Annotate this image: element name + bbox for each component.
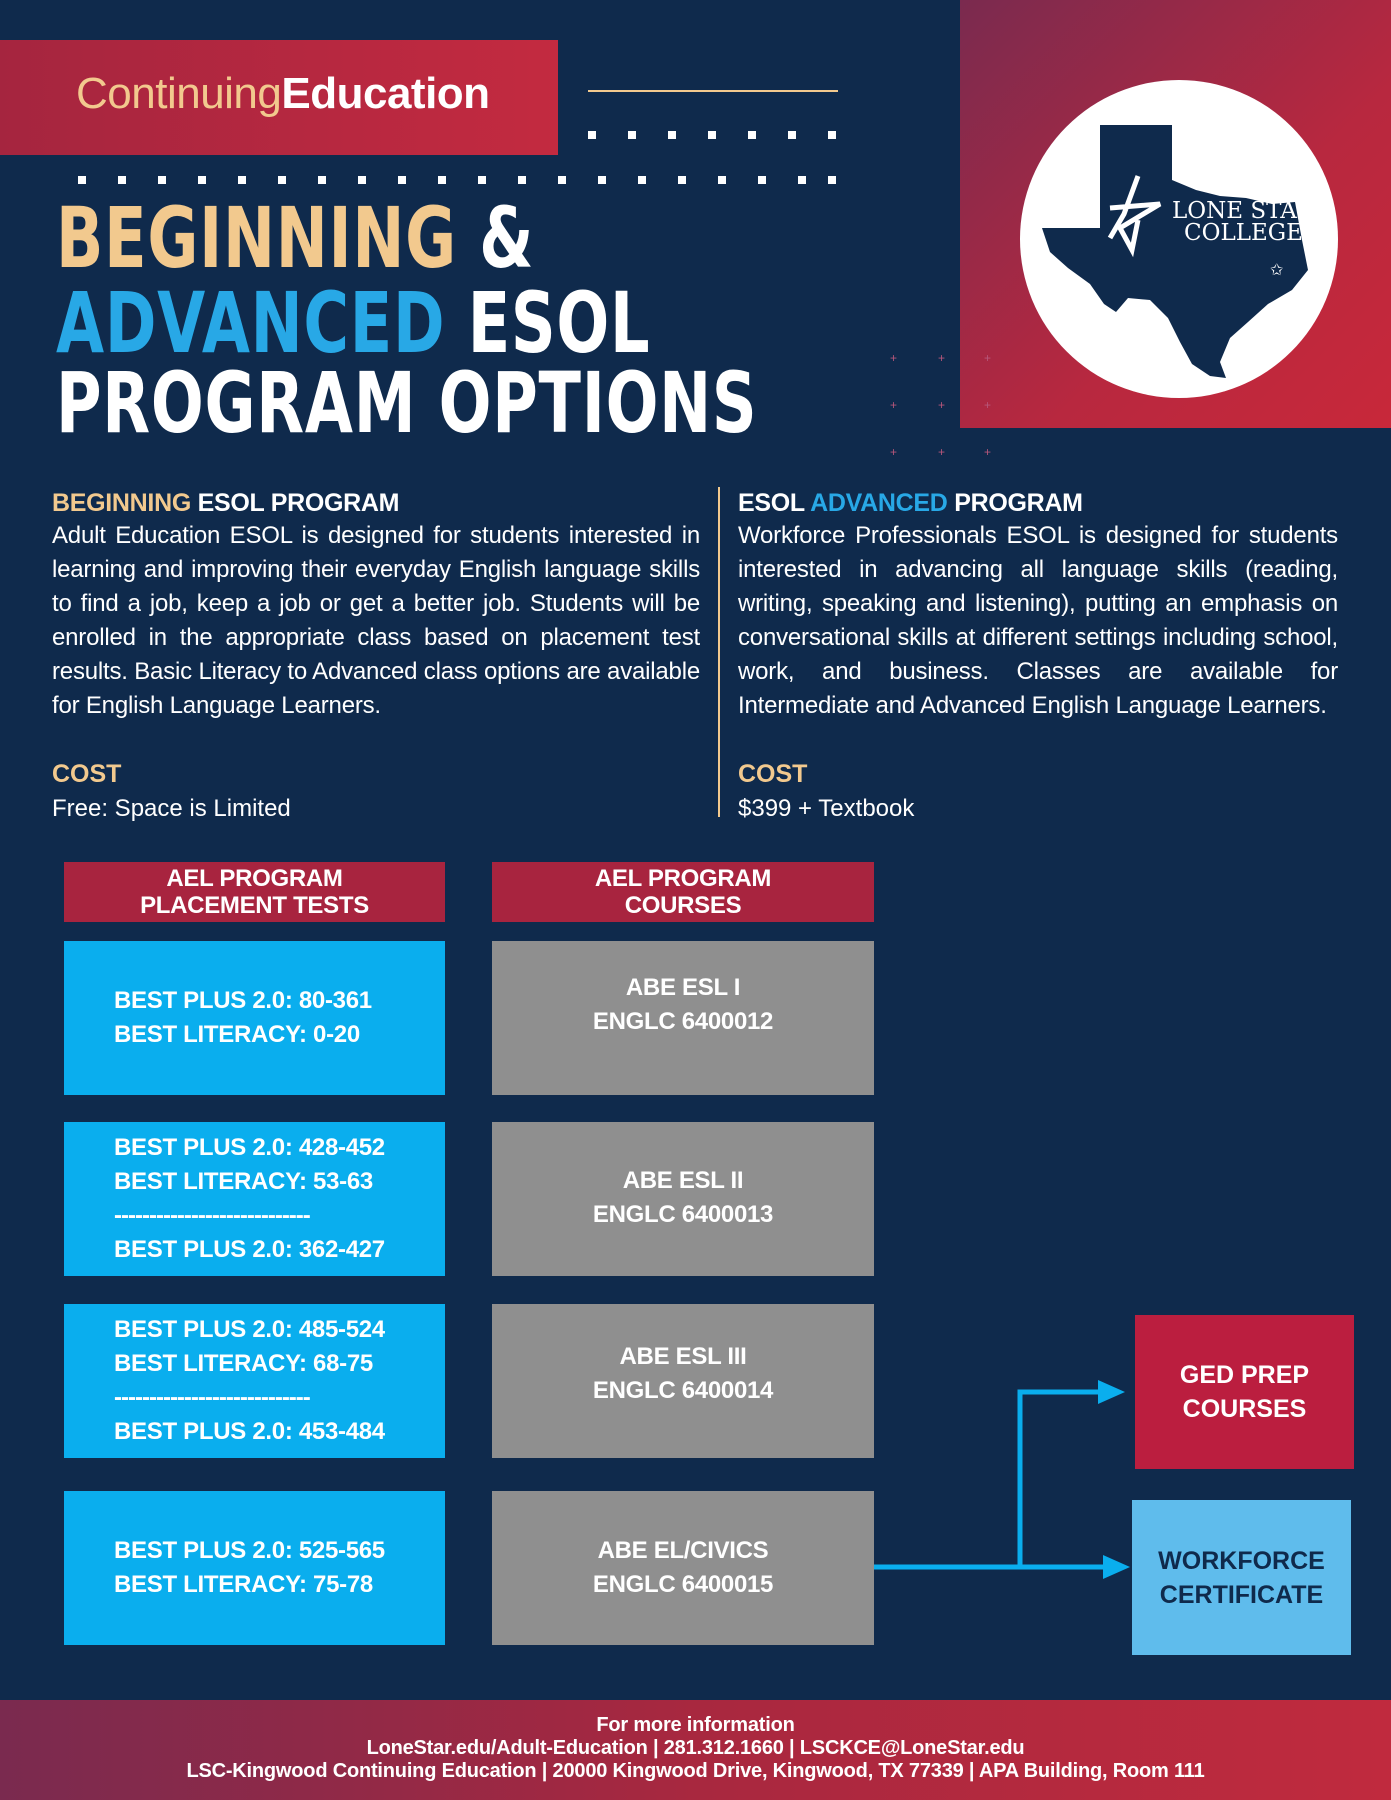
arrow-head-icon	[1098, 1380, 1125, 1404]
course-box	[492, 1122, 874, 1276]
logo-name-line1: LONE STAR	[1172, 198, 1315, 224]
title-beginning: BEGINNING	[56, 189, 457, 287]
footer-contact-line: LoneStar.edu/Adult-Education | 281.312.1660 | LSCKCE@LoneStar.edu	[366, 1737, 1025, 1759]
texas-map-icon	[1042, 125, 1308, 378]
gold-divider-line	[588, 90, 838, 92]
workforce-line2: CERTIFICATE	[1159, 1580, 1324, 1609]
brand-bold-text: Education	[281, 69, 490, 118]
beginning-cost-value: Free: Space is Limited	[52, 795, 291, 822]
beginning-heading-accent: BEGINNING	[52, 489, 191, 517]
placement-tests-header-line1: AEL PROGRAM	[166, 865, 343, 892]
advanced-heading-accent: ADVANCED	[810, 489, 948, 517]
footer	[0, 1700, 1391, 1800]
title-esol: ESOL	[467, 274, 651, 372]
column-divider	[718, 487, 720, 817]
test-line: BEST LITERACY: 0-20	[114, 1021, 360, 1048]
workforce-line1: WORKFORCE	[1158, 1546, 1325, 1575]
program-courses-header-line1: AEL PROGRAM	[594, 865, 772, 892]
title-ampersand: &	[479, 189, 535, 287]
workforce-certificate-box	[1132, 1500, 1351, 1655]
course-name: ABE ESL II	[622, 1167, 744, 1194]
beginning-program-description: Adult Education ESOL is designed for students interested in learning and improving their everyday English language skills to find a job, keep a job or get a better job. Students will be enrolled in the appropriate class based on placement test results. Basic Literacy to Advanced class options are available for English Language Learners.	[52, 522, 700, 719]
placement-test-box	[64, 1122, 445, 1276]
test-separator: ----------------------------	[114, 1202, 310, 1229]
beginning-heading-rest: ESOL PROGRAM	[190, 489, 400, 517]
course-box	[492, 1491, 874, 1645]
brand-light-text: Continuing	[76, 69, 282, 118]
course-code: ENGLC 6400013	[592, 1201, 774, 1228]
course-name: ABE ESL III	[619, 1343, 747, 1370]
logo-name-line2: COLLEGE	[1184, 220, 1303, 246]
footer-address-line: LSC-Kingwood Continuing Education | 20000 Kingwood Drive, Kingwood, TX 77339 | APA Building, Room 111	[186, 1760, 1205, 1782]
test-separator: ----------------------------	[114, 1384, 310, 1411]
test-line: BEST LITERACY: 53-63	[114, 1168, 373, 1195]
placement-test-box	[64, 941, 445, 1095]
ged-line1: GED PREP	[1179, 1361, 1310, 1389]
course-code: ENGLC 6400015	[592, 1571, 774, 1598]
title-line-1	[56, 189, 535, 287]
advanced-program-heading	[738, 488, 1083, 518]
advanced-heading-pre: ESOL	[738, 489, 811, 517]
footer-info-label: For more information	[596, 1714, 795, 1736]
course-code: ENGLC 6400014	[592, 1377, 774, 1404]
continuing-education-brand	[76, 68, 490, 120]
placement-tests-header-line2: PLACEMENT TESTS	[140, 892, 369, 919]
placement-tests-header	[64, 862, 445, 922]
program-courses-header-line2: COURSES	[624, 892, 742, 919]
test-line: BEST PLUS 2.0: 428-452	[114, 1134, 385, 1161]
beginning-cost-label: COST	[52, 760, 122, 788]
placement-test-box	[64, 1491, 445, 1645]
course-box	[492, 941, 874, 1095]
test-line: BEST PLUS 2.0: 485-524	[114, 1316, 385, 1343]
test-line: BEST LITERACY: 68-75	[114, 1350, 373, 1377]
title-advanced: ADVANCED	[56, 274, 446, 372]
advanced-cost-value: $399 + Textbook	[738, 795, 915, 822]
test-line: BEST PLUS 2.0: 453-484	[114, 1418, 385, 1445]
lone-star-college-logo	[1020, 80, 1338, 398]
advanced-cost-label: COST	[738, 760, 808, 788]
course-code: ENGLC 6400012	[592, 1008, 774, 1035]
ged-line2: COURSES	[1182, 1395, 1307, 1423]
test-line: BEST PLUS 2.0: 362-427	[114, 1236, 385, 1263]
arrow-head-icon	[1103, 1555, 1130, 1579]
course-name: ABE EL/CIVICS	[597, 1537, 769, 1564]
test-line: BEST LITERACY: 75-78	[114, 1571, 373, 1598]
advanced-program-description: Workforce Professionals ESOL is designed for students interested in advancing all language skills (reading, writing, speaking and listening), putting an emphasis on conversational skills at different settings including school, work, and business. Classes are available for Intermediate and Advanced English Language Learners.	[738, 522, 1338, 719]
title-line-2	[56, 274, 651, 372]
test-line: BEST PLUS 2.0: 525-565	[114, 1537, 385, 1564]
beginning-program-heading	[52, 488, 399, 518]
advanced-heading-rest: PROGRAM	[947, 489, 1083, 517]
course-name: ABE ESL I	[625, 974, 741, 1001]
title-line-3: PROGRAM OPTIONS	[56, 354, 758, 452]
placement-test-box	[64, 1304, 445, 1458]
program-courses-header	[492, 862, 874, 922]
ged-prep-courses-box	[1135, 1315, 1354, 1469]
arrow-connector	[874, 1392, 1100, 1567]
test-line: BEST PLUS 2.0: 80-361	[114, 987, 372, 1014]
course-box	[492, 1304, 874, 1458]
small-star-icon: ✩	[1270, 262, 1284, 279]
